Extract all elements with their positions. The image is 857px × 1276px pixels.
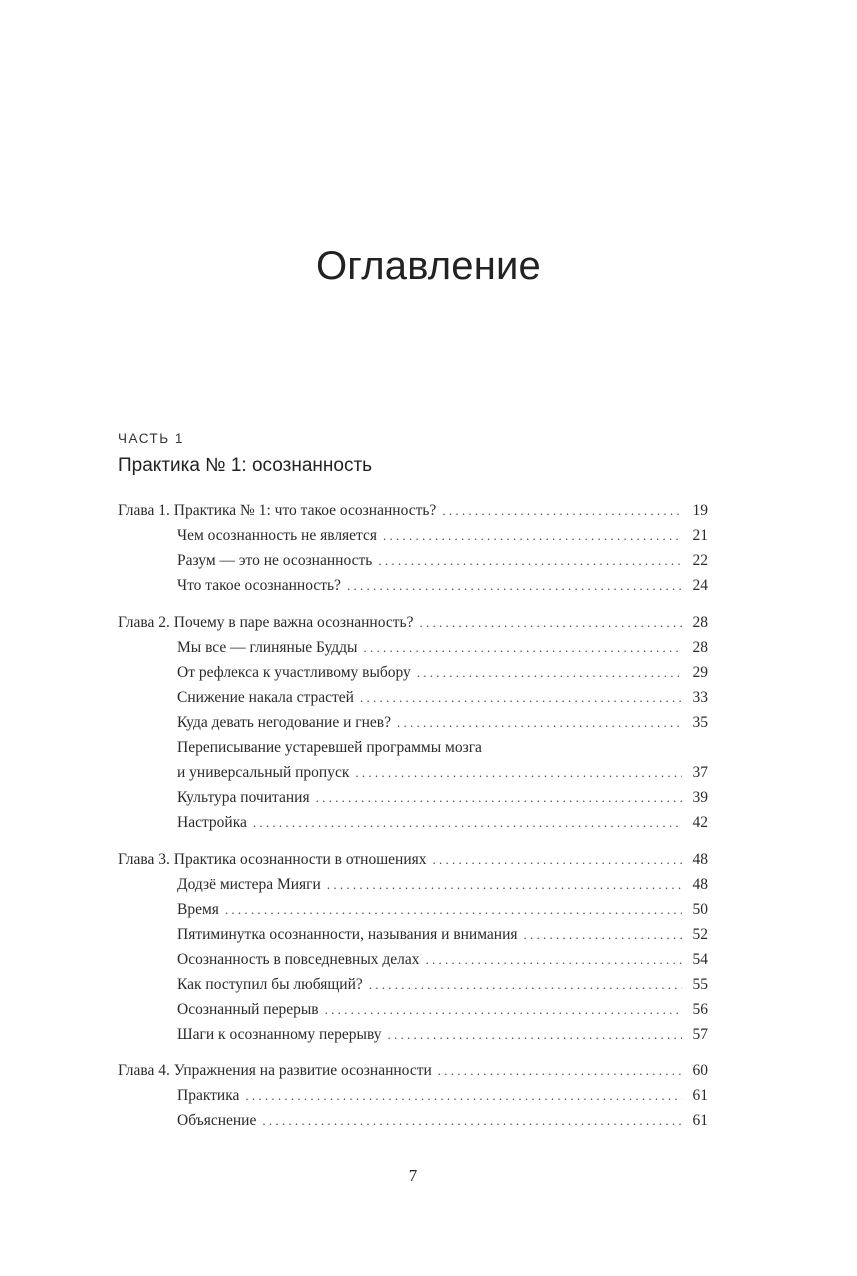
toc-entry-title: От рефлекса к участливому выбору [177, 664, 411, 681]
toc-entry-title: Глава 1. Практика № 1: что такое осознанность? [118, 502, 437, 519]
toc-section[interactable] [118, 1110, 708, 1132]
toc-section[interactable] [118, 899, 708, 921]
toc-page-number: 42 [692, 814, 708, 831]
toc-section[interactable] [118, 762, 708, 784]
toc-entry-title: Куда девать негодование и гнев? [177, 714, 391, 731]
leader-dots [378, 550, 682, 572]
toc-entry-title: Переписывание устаревшей программы мозга [177, 739, 482, 756]
toc-section[interactable] [118, 550, 708, 572]
toc-section[interactable] [118, 999, 708, 1021]
toc-entry-title: Осознанный перерыв [177, 1001, 319, 1018]
toc-entry-title: Культура почитания [177, 789, 310, 806]
toc-section-line1[interactable] [118, 737, 708, 759]
toc-section[interactable] [118, 525, 708, 547]
toc-entry-title: Снижение накала страстей [177, 689, 354, 706]
toc-entry-title: Время [177, 901, 219, 918]
leader-dots [397, 712, 682, 734]
leader-dots [355, 762, 682, 784]
toc-section[interactable] [118, 924, 708, 946]
leader-dots [369, 974, 682, 996]
toc-entry-title: Чем осознанность не является [177, 527, 378, 544]
leader-dots [383, 525, 682, 547]
toc-page-number: 24 [692, 577, 708, 594]
toc-section[interactable] [118, 1085, 708, 1107]
part-title: Практика № 1: осознанность [118, 455, 373, 476]
leader-dots [245, 1085, 682, 1107]
toc-entry-title: Как поступил бы любящий? [177, 976, 363, 993]
toc-page-number: 29 [692, 664, 708, 681]
toc-chapter-3[interactable] [118, 849, 708, 871]
toc-entry-title: Шаги к осознанному перерыву [177, 1026, 382, 1043]
leader-dots [347, 575, 682, 597]
toc-page-number: 22 [692, 552, 708, 569]
toc-chapter-4[interactable] [118, 1060, 708, 1082]
toc-page-number: 37 [692, 764, 708, 781]
toc-entry-title: Объяснение [177, 1112, 257, 1129]
leader-dots [253, 812, 682, 834]
leader-dots [225, 899, 682, 921]
toc-section[interactable] [118, 949, 708, 971]
toc-page-number: 21 [692, 527, 708, 544]
toc-entry-title: Практика [177, 1087, 240, 1104]
toc-page-number: 54 [692, 951, 708, 968]
toc-section[interactable] [118, 787, 708, 809]
toc-section[interactable] [118, 662, 708, 684]
toc-chapter-2[interactable] [118, 612, 708, 634]
toc-entry-title: и универсальный пропуск [177, 764, 350, 781]
toc-page-number: 61 [692, 1112, 708, 1129]
leader-dots [327, 874, 682, 896]
toc-entry-title: Пятиминутка осознанности, называния и внимания [177, 926, 518, 943]
page-number: 7 [408, 1166, 418, 1185]
toc-page-number: 61 [692, 1087, 708, 1104]
toc-entry-title: Мы все — глиняные Будды [177, 639, 358, 656]
toc-page-number: 28 [692, 614, 708, 631]
toc-page-number: 33 [692, 689, 708, 706]
toc-page-number: 52 [692, 926, 708, 943]
toc-page-number: 55 [692, 976, 708, 993]
part-label: ЧАСТЬ 1 [118, 431, 184, 446]
leader-dots [442, 500, 682, 522]
toc-section[interactable] [118, 974, 708, 996]
toc-page-number: 19 [692, 502, 708, 519]
leader-dots [325, 999, 682, 1021]
toc-page-number: 56 [692, 1001, 708, 1018]
page-title: Оглавление [315, 244, 541, 288]
leader-dots [426, 949, 683, 971]
toc-section[interactable] [118, 812, 708, 834]
leader-dots [363, 637, 682, 659]
toc-entry-title: Глава 3. Практика осознанности в отношениях [118, 851, 427, 868]
leader-dots [433, 849, 682, 871]
toc-entry-title: Глава 4. Упражнения на развитие осознанности [118, 1062, 432, 1079]
leader-dots [360, 687, 682, 709]
toc-page-number: 48 [692, 876, 708, 893]
leader-dots [438, 1060, 682, 1082]
toc-page-number: 48 [692, 851, 708, 868]
toc-chapter-1[interactable] [118, 500, 708, 522]
toc-entry-title: Разум — это не осознанность [177, 552, 373, 569]
toc-page-number: 50 [692, 901, 708, 918]
toc-section[interactable] [118, 687, 708, 709]
leader-dots [262, 1110, 682, 1132]
toc-page-number: 57 [692, 1026, 708, 1043]
toc-page-number: 28 [692, 639, 708, 656]
toc-entry-title: Додзё мистера Мияги [177, 876, 321, 893]
leader-dots [316, 787, 682, 809]
toc-section[interactable] [118, 712, 708, 734]
leader-dots [388, 1024, 683, 1046]
toc-entry-title: Осознанность в повседневных делах [177, 951, 420, 968]
leader-dots [417, 662, 682, 684]
toc-entry-title: Что такое осознанность? [177, 577, 341, 594]
toc-section[interactable] [118, 575, 708, 597]
toc-entry-title: Глава 2. Почему в паре важна осознанность? [118, 614, 414, 631]
toc-page-number: 39 [692, 789, 708, 806]
toc-entry-title: Настройка [177, 814, 247, 831]
toc-section[interactable] [118, 1024, 708, 1046]
toc-section[interactable] [118, 637, 708, 659]
leader-dots [419, 612, 682, 634]
toc-section[interactable] [118, 874, 708, 896]
toc-page-number: 60 [692, 1062, 708, 1079]
toc-page-number: 35 [692, 714, 708, 731]
leader-dots [524, 924, 682, 946]
